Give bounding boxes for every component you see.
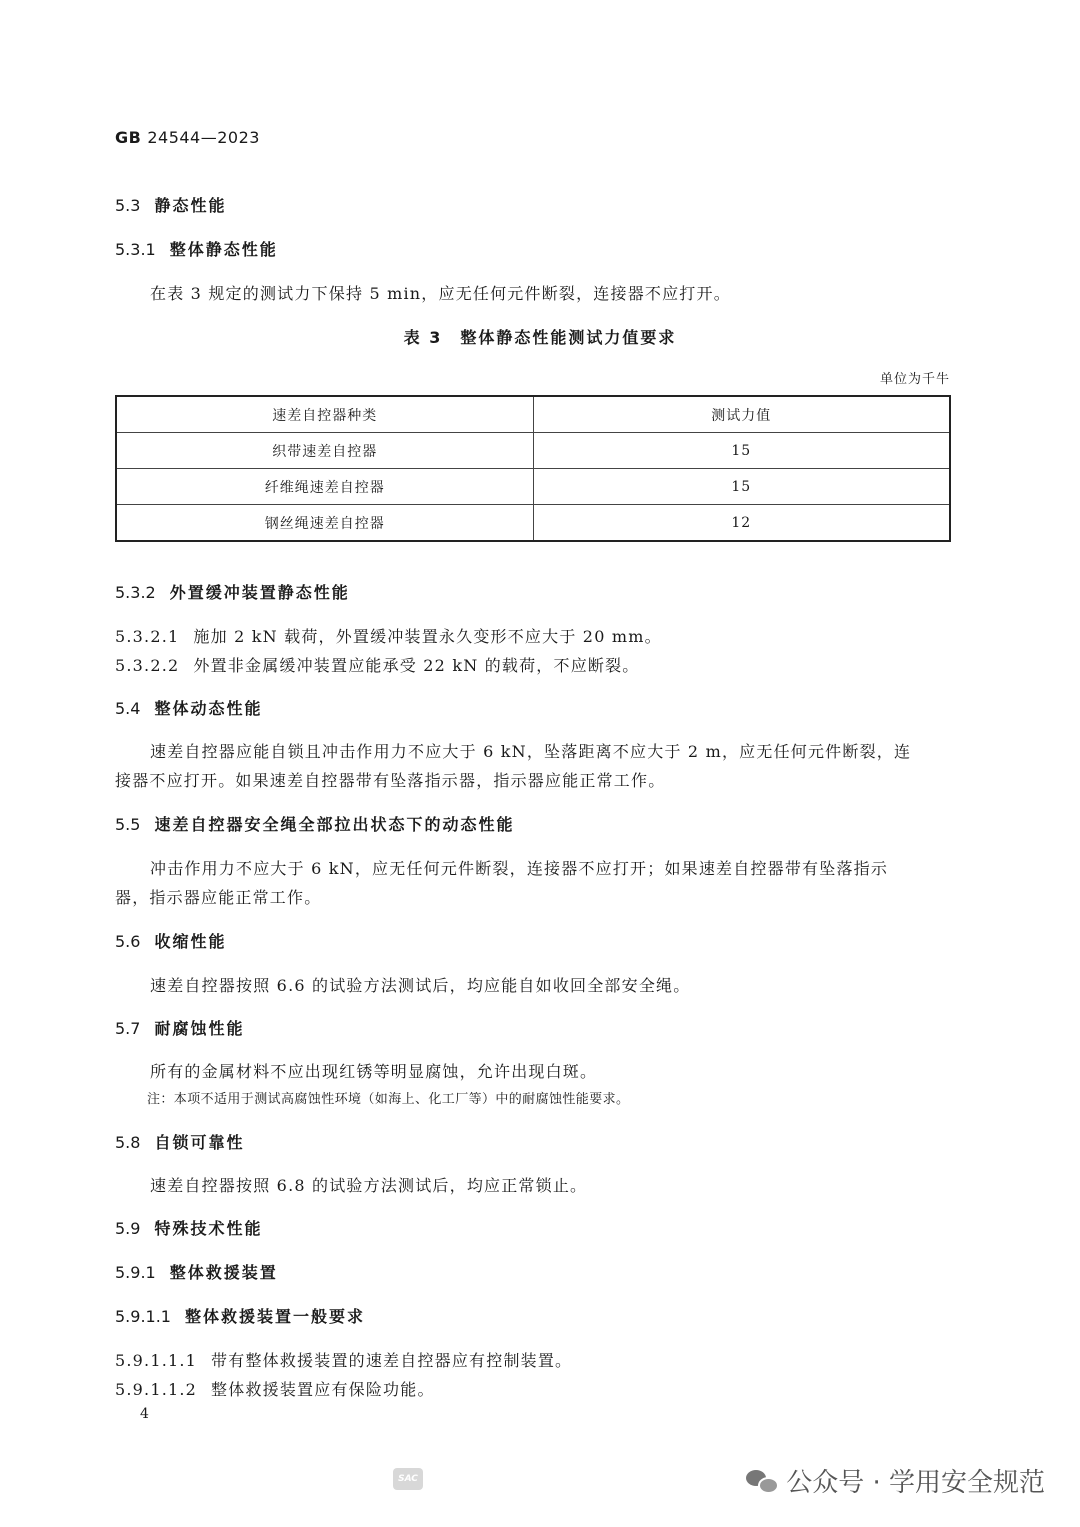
table-row	[116, 505, 950, 542]
table-cell: 15	[533, 433, 950, 469]
heading-5-7: 5.7 耐腐蚀性能	[115, 1019, 245, 1038]
heading-5-9-1-1: 5.9.1.1 整体救援装置一般要求	[115, 1307, 365, 1326]
wechat-icon	[746, 1468, 778, 1494]
heading-5-5: 5.5 速差自控器安全绳全部拉出状态下的动态性能	[115, 815, 515, 834]
standard-code: GB 24544—2023	[115, 128, 260, 147]
heading-5-8: 5.8 自锁可靠性	[115, 1133, 245, 1152]
table-header-row	[116, 396, 950, 433]
paragraph-5-9-1-1-1: 5.9.1.1.1 带有整体救援装置的速差自控器应有控制装置。	[115, 1351, 573, 1370]
table-caption: 表 3 整体静态性能测试力值要求	[403, 328, 677, 347]
paragraph-5-4-line-1: 速差自控器应能自锁且冲击作用力不应大于 6 kN，坠落距离不应大于 2 m，应无任何元件断裂，连	[150, 742, 912, 761]
table-cell: 钢丝绳速差自控器	[116, 505, 533, 542]
paragraph-5-6: 速差自控器按照 6.6 的试验方法测试后，均应能自如收回全部安全绳。	[150, 976, 691, 995]
table-row	[116, 469, 950, 505]
heading-5-9-1: 5.9.1 整体救援装置	[115, 1263, 278, 1282]
heading-5-3-2: 5.3.2 外置缓冲装置静态性能	[115, 583, 350, 602]
table-row	[116, 433, 950, 469]
heading-5-9: 5.9 特殊技术性能	[115, 1219, 263, 1238]
paragraph-5-5-line-2: 器，指示器应能正常工作。	[115, 888, 322, 907]
watermark-text: 公众号 · 学用安全规范	[786, 1468, 1045, 1498]
paragraph-5-3-1: 在表 3 规定的测试力下保持 5 min，应无任何元件断裂，连接器不应打开。	[150, 284, 731, 303]
note-5-7: 注：本项不适用于测试高腐蚀性环境（如海上、化工厂等）中的耐腐蚀性能要求。	[147, 1092, 630, 1107]
sac-logo: SAC	[393, 1468, 423, 1490]
paragraph-5-9-1-1-2: 5.9.1.1.2 整体救援装置应有保险功能。	[115, 1380, 435, 1399]
table-cell: 15	[533, 469, 950, 505]
paragraph-5-5-line-1: 冲击作用力不应大于 6 kN，应无任何元件断裂，连接器不应打开；如果速差自控器带有坠落指示	[150, 859, 889, 878]
watermark	[746, 1462, 1045, 1499]
paragraph-5-3-2-2: 5.3.2.2 外置非金属缓冲装置应能承受 22 kN 的载荷，不应断裂。	[115, 656, 640, 675]
heading-5-3-1: 5.3.1 整体静态性能	[115, 240, 278, 259]
paragraph-5-4-line-2: 接器不应打开。如果速差自控器带有坠落指示器，指示器应能正常工作。	[115, 771, 666, 790]
heading-5-6: 5.6 收缩性能	[115, 932, 227, 951]
paragraph-5-3-2-1: 5.3.2.1 施加 2 kN 载荷，外置缓冲装置永久变形不应大于 20 mm。	[115, 627, 662, 646]
page-number: 4	[140, 1406, 149, 1422]
table-cell: 织带速差自控器	[116, 433, 533, 469]
table-unit: 单位为千牛	[879, 372, 950, 387]
heading-5-4: 5.4 整体动态性能	[115, 699, 263, 718]
table-cell: 12	[533, 505, 950, 542]
paragraph-5-7: 所有的金属材料不应出现红锈等明显腐蚀，允许出现白斑。	[150, 1062, 598, 1081]
table-header-cell: 测试力值	[533, 396, 950, 433]
paragraph-5-8: 速差自控器按照 6.8 的试验方法测试后，均应正常锁止。	[150, 1176, 588, 1195]
table-header-cell: 速差自控器种类	[116, 396, 533, 433]
table-cell: 纤维绳速差自控器	[116, 469, 533, 505]
heading-5-3: 5.3 静态性能	[115, 196, 227, 215]
test-force-table	[115, 395, 951, 542]
